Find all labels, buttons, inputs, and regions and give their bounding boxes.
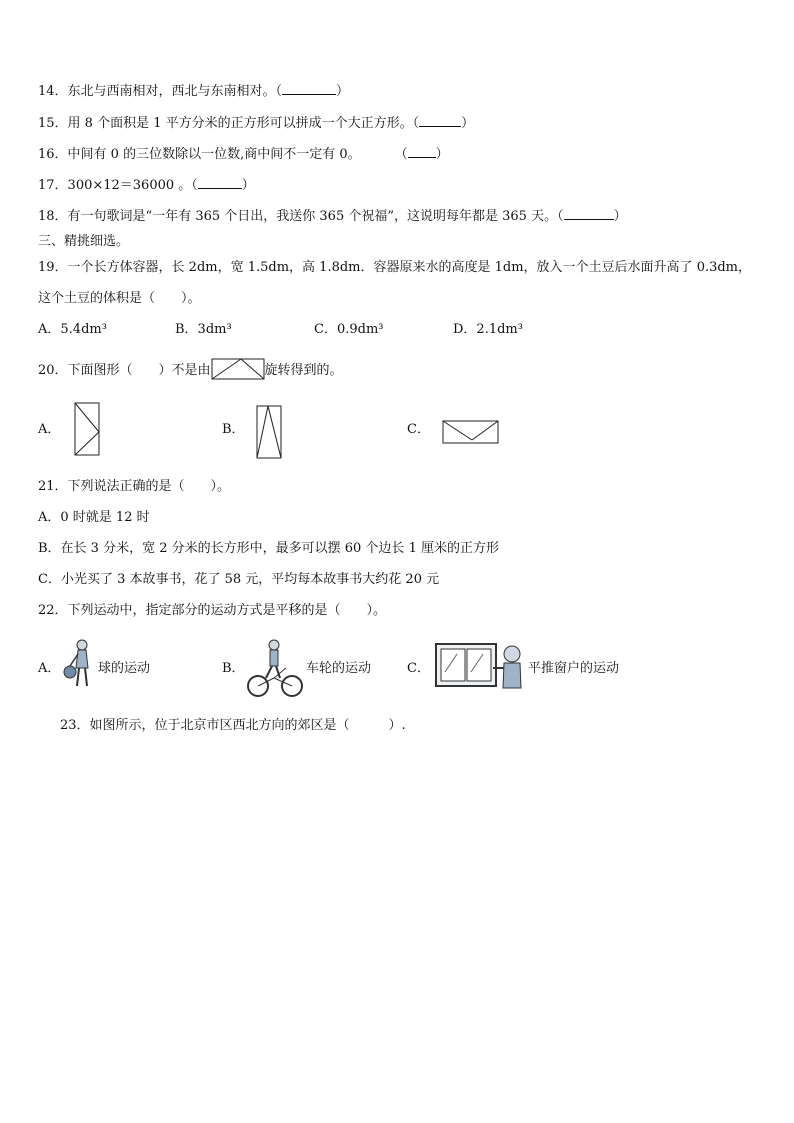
- question-17-text: 17．300×12＝36000 。（: [38, 178, 198, 193]
- question-17: 17．300×12＝36000 。（ ）: [38, 178, 255, 193]
- person-with-ball-image: [62, 638, 96, 688]
- question-22: 22．下列运动中，指定部分的运动方式是平移的是（ ）。: [38, 603, 387, 618]
- caption-b: 车轮的运动: [306, 661, 372, 676]
- question-23: 23．如图所示，位于北京市区西北方向的郊区是（ ）.: [60, 718, 406, 733]
- window-push-image: [435, 642, 525, 690]
- question-20-post: 旋转得到的。: [264, 363, 343, 378]
- option-b[interactable]: B．3dm³: [175, 322, 232, 337]
- option-c-label[interactable]: C．: [407, 661, 430, 676]
- question-20: [38, 358, 343, 380]
- question-16: 16．中间有 0 的三位数除以一位数,商中间不一定有 0。 （ ）: [38, 147, 449, 162]
- question-15-text: 15．用 8 个面积是 1 平方分米的正方形可以拼成一个大正方形。（: [38, 116, 420, 131]
- caption-a: 球的运动: [98, 661, 151, 676]
- option-b-figure[interactable]: [256, 405, 282, 459]
- option-a[interactable]: A．0 时就是 12 时: [38, 510, 150, 525]
- option-c[interactable]: C．小光买了 3 本故事书，花了 58 元，平均每本故事书大约花 20 元: [38, 572, 440, 587]
- rectangle-figure: [211, 358, 265, 380]
- question-15: 15．用 8 个面积是 1 平方分米的正方形可以拼成一个大正方形。（ ）: [38, 116, 475, 131]
- option-a-label[interactable]: A．: [38, 422, 61, 437]
- section-title: 三、精挑细选。: [38, 234, 130, 249]
- option-a-label[interactable]: A．: [38, 661, 61, 676]
- answer-blank[interactable]: [198, 176, 242, 189]
- question-18-text: 18．有一句歌词是“一年有 365 个日出，我送你 365 个祝福”，这说明每年都是 365 天。（: [38, 209, 564, 224]
- option-d[interactable]: D．2.1dm³: [453, 322, 523, 337]
- option-a[interactable]: A．5.4dm³: [38, 322, 107, 337]
- question-14: 14．东北与西南相对，西北与东南相对。（ ）: [38, 84, 350, 99]
- question-21: 21．下列说法正确的是（ ）。: [38, 479, 231, 494]
- option-c[interactable]: C．0.9dm³: [314, 322, 384, 337]
- option-b-label[interactable]: B．: [222, 661, 245, 676]
- answer-blank[interactable]: [564, 207, 614, 220]
- question-20-pre: 20．下面图形（ ）不是由: [38, 363, 211, 378]
- option-c-figure[interactable]: [442, 420, 499, 444]
- option-b[interactable]: B．在长 3 分米，宽 2 分米的长方形中，最多可以摆 60 个边长 1 厘米的正方形: [38, 541, 499, 556]
- option-a-figure[interactable]: [74, 402, 100, 456]
- question-19-line-2: 这个土豆的体积是（ ）。: [38, 291, 201, 306]
- answer-blank[interactable]: [419, 114, 461, 127]
- option-b-label[interactable]: B．: [222, 422, 245, 437]
- option-c-label[interactable]: C．: [407, 422, 430, 437]
- answer-blank[interactable]: [408, 145, 436, 158]
- answer-blank[interactable]: [282, 82, 336, 95]
- question-18: 18．有一句歌词是“一年有 365 个日出，我送你 365 个祝福”，这说明每年都是 365 天。（ ）: [38, 209, 627, 224]
- caption-c: 平推窗户的运动: [528, 661, 620, 676]
- question-19-line-1: 19．一个长方体容器，长 2dm，宽 1.5dm，高 1.8dm．容器原来水的高度是 1dm，放入一个土豆后水面升高了 0.3dm，: [38, 260, 752, 275]
- question-16-text: 16．中间有 0 的三位数除以一位数,商中间不一定有 0。: [38, 147, 361, 162]
- person-on-bicycle-image: [246, 638, 304, 698]
- question-14-text: 14．东北与西南相对，西北与东南相对。（: [38, 84, 283, 99]
